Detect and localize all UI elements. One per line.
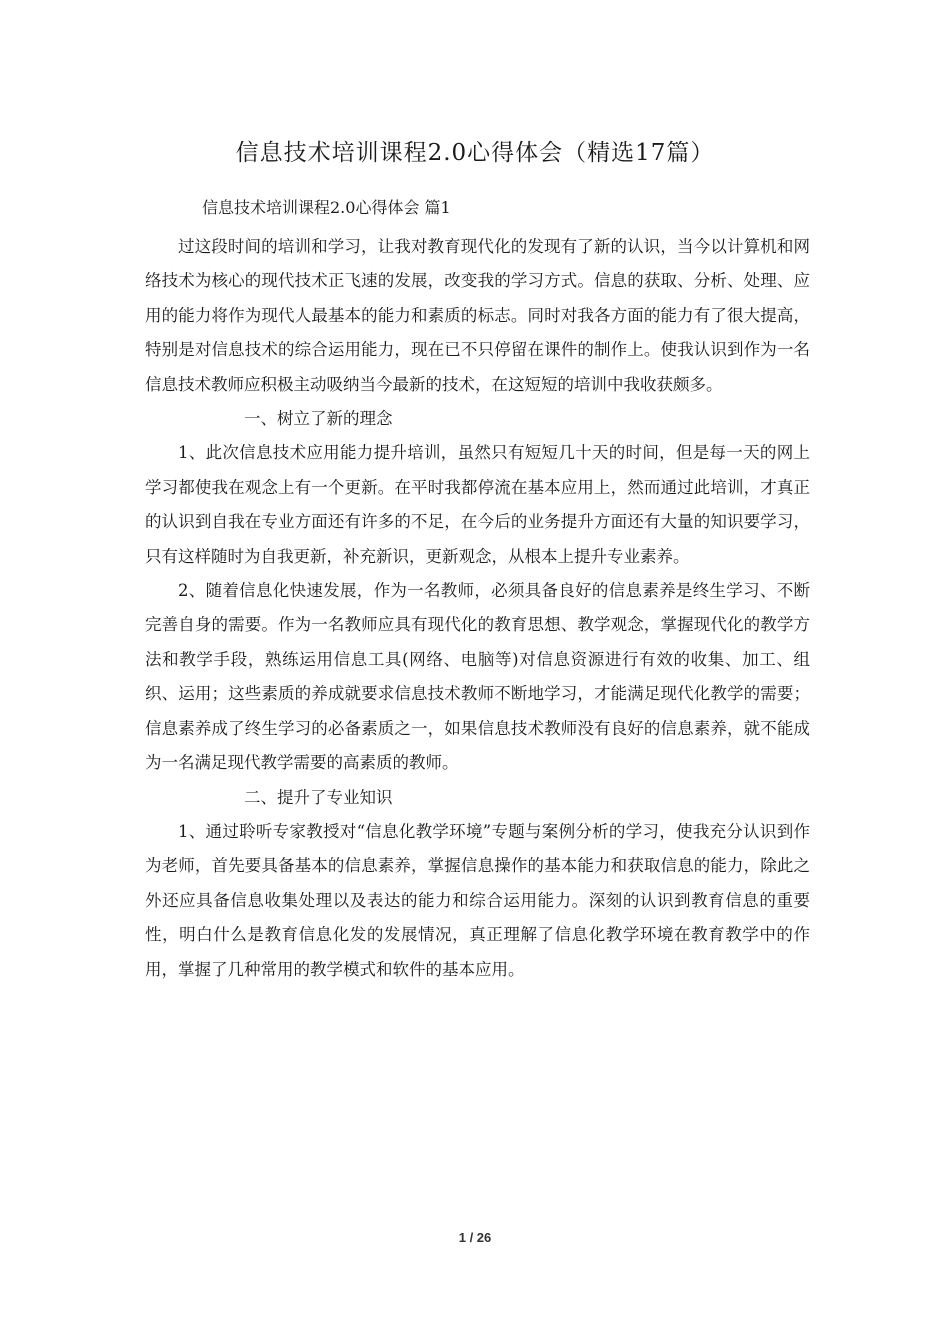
- paragraph: 1、此次信息技术应用能力提升培训，虽然只有短短几十天的时间，但是每一天的网上学习都使我在观念上有一个更新。在平时我都停流在基本应用上，然而通过此培训，才真正的认识到自我在专业方面还有许多的不足，在今后的业务提升方面还有大量的知识要学习，只有这样随时为自我更新，补充新识，更新观念，从根本上提升专业素养。: [145, 443, 810, 566]
- paragraph: 1、通过聆听专家教授对“信息化教学环境”专题与案例分析的学习，使我充分认识到作为老师，首先要具备基本的信息素养，掌握信息操作的基本能力和获取信息的能力，除此之外还应具备信息收集处理以及表达的能力和综合运用能力。深刻的认识到教育信息的重要性，明白什么是教育信息化发的发展情况，真正理解了信息化教学环境在教育教学中的作用，掌握了几种常用的教学模式和软件的基本应用。: [145, 821, 810, 979]
- paragraph: 2、随着信息化快速发展，作为一名教师，必须具备良好的信息素养是终生学习、不断完善自身的需要。作为一名教师应具有现代化的教育思想、教学观念，掌握现代化的教学方法和教学手段，熟练运用信息工具(网络、电脑等)对信息资源进行有效的收集、加工、组织、运用；这些素质的养成就要求信息技术教师不断地学习，才能满足现代化教学的需要；信息素养成了终生学习的必备素质之一，如果信息技术教师没有良好的信息素养，就不能成为一名满足现代教学需要的高素质的教师。: [145, 581, 810, 773]
- page-number: 1 / 26: [458, 1230, 492, 1245]
- section-heading: 二、提升了专业知识: [244, 787, 393, 807]
- section-subtitle: 信息技术培训课程2.0心得体会 篇1: [202, 198, 451, 217]
- paragraph: 过这段时间的培训和学习，让我对教育现代化的发现有了新的认识，当今以计算机和网络技术为核心的现代技术正飞速的发展，改变我的学习方式。信息的获取、分析、处理、应用的能力将作为现代人最基本的能力和素质的标志。同时对我各方面的能力有了很大提高，特别是对信息技术的综合运用能力，现在已不只停留在课件的制作上。使我认识到作为一名信息技术教师应积极主动吸纳当今最新的技术，在这短短的培训中我收获颇多。: [145, 237, 810, 394]
- section-heading: 一、树立了新的理念: [244, 409, 393, 429]
- document-body: [145, 230, 810, 987]
- document-title: 信息技术培训课程2.0心得体会（精选17篇）: [235, 140, 715, 166]
